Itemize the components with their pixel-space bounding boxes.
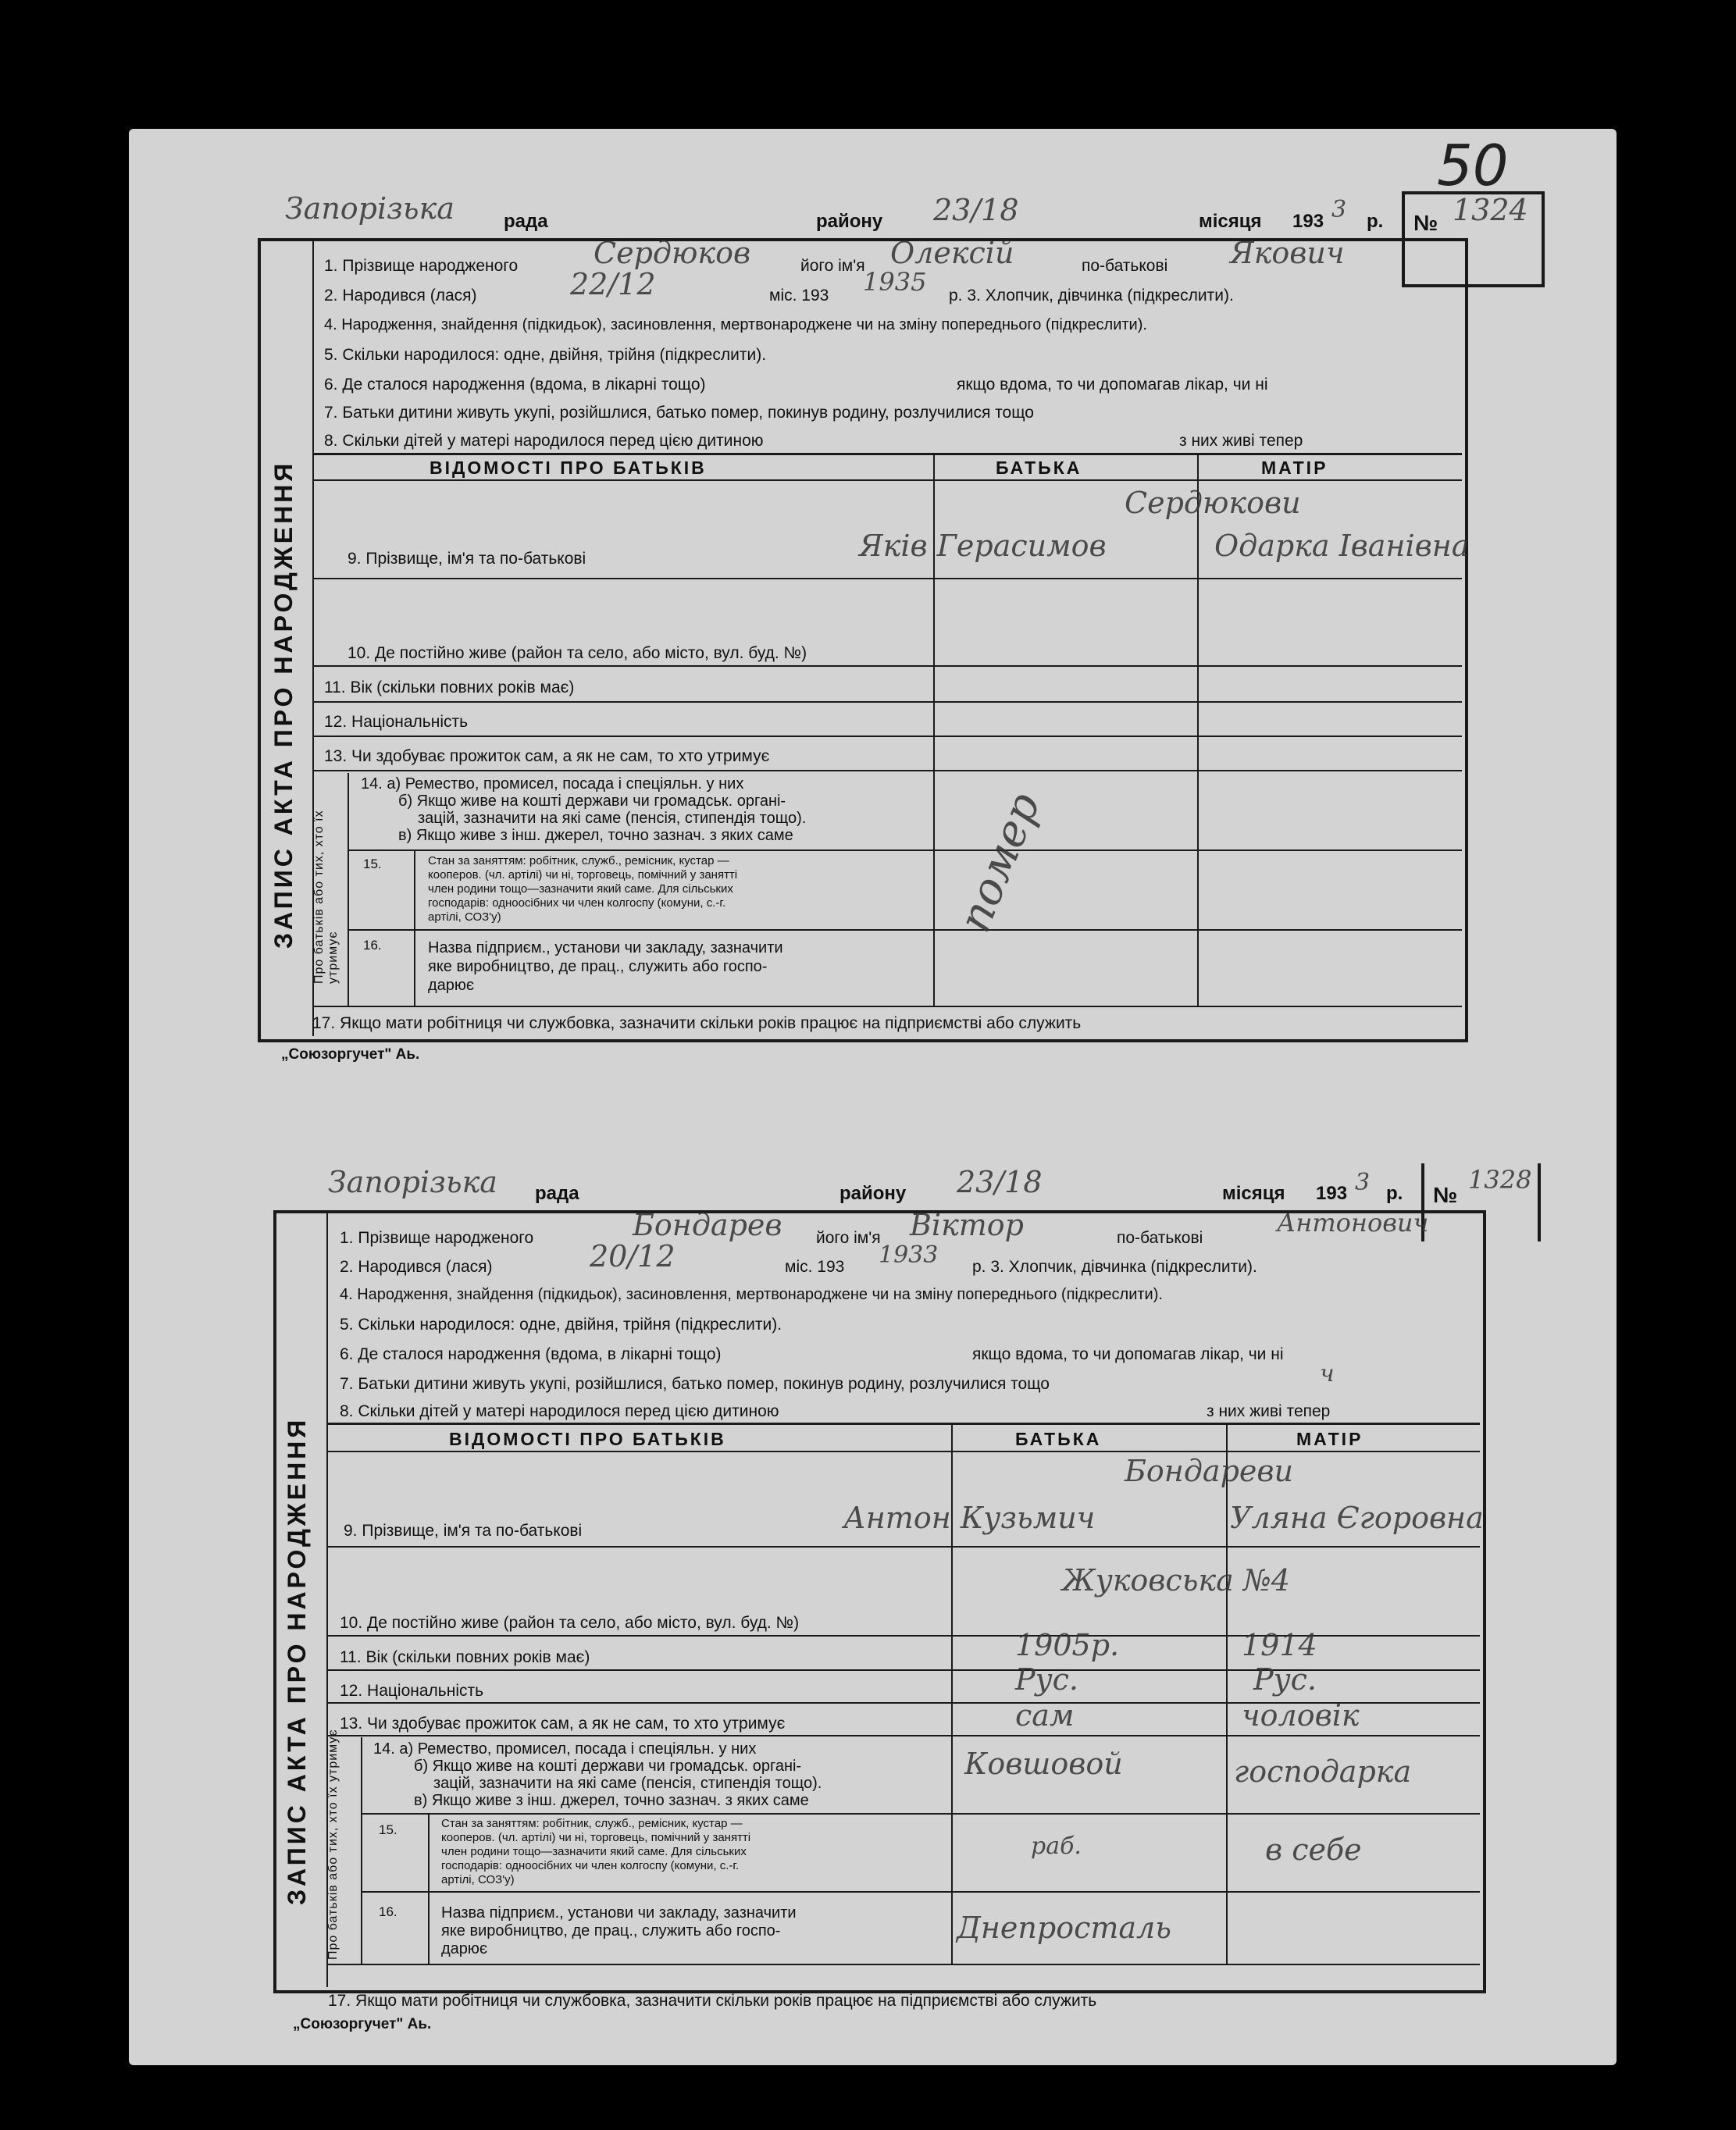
line-6-label: 6. Де сталося народження (вдома, в лікарні тощо) [340,1345,722,1363]
birth-date-hw: 22/12 [570,267,656,301]
line-1-name-label: його ім'я [816,1229,881,1247]
row-15-rule [361,1891,1480,1893]
row-12-label: 12. Національність [340,1682,484,1700]
row-13-rule [326,1735,1480,1736]
row-10-label: 10. Де постійно живе (район та село, або місто, вул. буд. №) [340,1614,800,1632]
row-11-rule [312,701,1462,703]
mother-nationality-hw: Рус. [1253,1662,1317,1697]
table-head-info: ВІДОМОСТІ ПРО БАТЬКІВ [430,458,707,478]
row-12-label: 12. Національність [324,713,469,731]
row-15-line-2: кооперов. (чл. артілі) чи ні, торговець, помічний у занятті [441,1831,751,1844]
row-16-line-2: яке виробництво, де прац., служить або госпо- [428,958,768,975]
year-handwritten: 3 [1331,196,1347,223]
row-14-line-a: 14. а) Ремество, промисел, посада і спеціяльн. у них [373,1740,757,1758]
table-top-rule [326,1423,1480,1425]
row-15-line-1: Стан за заняттям: робітник, служб., ремісник, кустар — [428,854,729,867]
year-suffix: р. [1386,1183,1403,1204]
row-15-line-4: господарів: одноосібних чи член колгоспу (комуни, с.-г. [441,1859,740,1872]
line-2-month-label: міс. 193 [769,287,829,305]
birth-year-hw: 1933 [879,1241,939,1269]
father-nationality-hw: Рус. [1015,1662,1078,1697]
row-14-line-b: б) Якщо живе на коштi держави чи громадськ. органі- [414,1758,802,1775]
row-14-rule [361,1813,1480,1815]
row-10-rule [312,665,1462,667]
diagonal-annotation-hw: помер [949,785,1051,939]
printer-footer: „Союзоргучет" Аь. [281,1046,420,1063]
mother-age-hw: 1914 [1242,1628,1317,1662]
council-handwritten: Запорізька [285,191,454,226]
parents-surname-hw: Сердюкови [1125,486,1301,520]
side-title: ЗАПИС АКТА ПРО НАРОДЖЕННЯ [283,1416,311,1905]
mother-status-hw: в себе [1265,1833,1362,1867]
address-hw: Жуковська №4 [1062,1563,1290,1598]
row-9-label: 9. Прізвище, ім'я та по-батькові [344,1522,583,1540]
child-name-hw: Олексій [890,236,1014,270]
line-4-label: 4. Народження, знайдення (підкидьок), засиновлення, мертвонароджене чи на зміну попереднього (підкреслити). [340,1286,1163,1303]
father-status-hw: раб. [1031,1833,1082,1860]
row-15-line-1: Стан за заняттям: робітник, служб., ремісник, кустар — [441,1817,743,1830]
row-14-line-d: в) Якщо живе з інш. джерел, точно зазнач. з яких саме [398,827,793,844]
table-head-rule [312,479,1462,481]
row-15-16-num-rule [428,1813,430,1964]
line-2-month-label: міс. 193 [785,1258,845,1276]
day-handwritten: 23/18 [957,1165,1043,1199]
side-title: ЗАПИС АКТА ПРО НАРОДЖЕННЯ [269,460,298,949]
child-surname-hw: Сердюков [594,236,751,270]
row-15-line-3: член родини тощо—зазначити який саме. Для сільських [428,882,733,896]
line-6-label: 6. Де сталося народження (вдома, в лікарні тощо) [324,376,706,394]
row-17-label: 17. Якщо мати робітниця чи службовка, зазначити скільки років працює на підприємстві або служить [328,1992,1097,2010]
line-1-patronymic-label: по-батькові [1117,1229,1203,1247]
row-14-rule [348,850,1462,851]
row-16-line-2: яке виробництво, де прац., служить або госпо- [441,1922,781,1939]
mother-name-hw: Уляна Єгоровна [1230,1501,1484,1535]
number-handwritten: 1324 [1453,193,1528,227]
line-7-label: 7. Батьки дитини живуть укупі, розійшлися, батько помер, покинув родину, розлучилися тощо [324,404,1034,422]
row-9-rule [326,1546,1480,1548]
year-label: 193 [1292,211,1324,232]
row-16-number: 16. [379,1904,397,1919]
district-label: району [839,1183,907,1204]
row-15-line-4: господарів: одноосібних чи член колгоспу (комуни, с.-г. [428,896,726,910]
row-14-line-c: зацій, зазначити на які саме (пенсія, стипендія тощо). [433,1775,822,1792]
father-name-hw: Яків Герасимов [859,529,1107,563]
year-suffix: р. [1367,211,1384,232]
father-support-hw: сам [1015,1698,1075,1733]
row-15-line-5: артілі, СОЗ'у) [441,1873,515,1886]
row-16-line-3: дарює [441,1940,488,1957]
col-mother-rule [1226,1423,1228,1964]
child-patronymic-hw: Антонович [1277,1208,1429,1238]
row-16-line-1: Назва підприєм., установи чи закладу, зазначити [428,939,783,956]
row-9-rule [312,578,1462,579]
council-label: рада [504,211,548,232]
table-top-rule [312,453,1462,455]
row-14-line-d: в) Якщо живе з інш. джерел, точно зазнач. з яких саме [414,1792,809,1809]
father-name-hw: Антон Кузьмич [843,1501,1096,1535]
line-1-name-label: його ім'я [800,257,865,275]
row-14-line-c: зацій, зазначити на які саме (пенсія, стипендія тощо). [418,810,807,827]
row-11-label: 11. Вік (скільки повних років має) [324,679,575,696]
number-handwritten: 1328 [1468,1165,1532,1195]
child-name-hw: Віктор [910,1208,1025,1242]
line-7-label: 7. Батьки дитини живуть укупі, розійшлися, батько помер, покинув родину, розлучилися тощо [340,1375,1050,1393]
printer-footer: „Союзоргучет" Аь. [293,2016,432,2032]
side-subtitle: Про батьків або тих, хто їх утримує [312,810,340,984]
line-2-label: 2. Народився (лася) [340,1258,493,1276]
sub-rule [348,773,349,1007]
council-handwritten: Запорізька [328,1165,497,1199]
line-8-alive-label: з них живі тепер [1179,432,1303,450]
line-7-mark-hw: ч [1320,1360,1335,1387]
line-1-label: 1. Прізвище народженого [340,1229,534,1247]
father-job-hw: Ковшовой [964,1747,1123,1781]
number-label: № [1413,211,1438,235]
month-label: місяця [1222,1183,1285,1204]
row-15-rule [348,929,1462,931]
row-14-line-b: б) Якщо живе на коштi держави чи громадськ. органі- [398,793,786,810]
row-15-number: 15. [379,1822,397,1837]
row-13-label: 13. Чи здобуває прожиток сам, а як не сам, то хто утримує [324,747,770,765]
father-workplace-hw: Днепросталь [957,1911,1171,1945]
line-1-label: 1. Прізвище народженого [324,257,519,275]
col-mother-rule [1197,453,1199,1006]
side-subtitle: Про батьків або тих, хто їх утримує [326,1729,340,1960]
table-head-rule [326,1451,1480,1452]
father-age-hw: 1905р. [1015,1628,1120,1662]
day-handwritten: 23/18 [933,193,1019,227]
line-8-label: 8. Скільки дітей у матері народилося перед цією дитиною [324,432,764,450]
row-15-16-num-rule [414,850,415,1006]
council-label: рада [535,1183,579,1204]
row-11-label: 11. Вік (скільки повних років має) [340,1648,590,1666]
line-5-label: 5. Скільки народилося: одне, двійня, трійня (підкреслити). [340,1316,782,1334]
row-14-line-a: 14. а) Ремество, промисел, посада і спеціяльн. у них [361,775,744,793]
line-5-label: 5. Скільки народилося: одне, двійня, трійня (підкреслити). [324,346,767,364]
row-16-line-3: дарює [428,977,475,994]
row-16-number: 16. [363,938,382,953]
line-8-label: 8. Скільки дітей у матері народилося перед цією дитиною [340,1402,779,1420]
table-head-info: ВІДОМОСТІ ПРО БАТЬКІВ [449,1429,726,1449]
line-2-label: 2. Народився (лася) [324,287,477,305]
row-13-rule [312,770,1462,771]
child-surname-hw: Бондарев [633,1208,782,1242]
line-6-doctor-label: якщо вдома, то чи допомагав лікар, чи ні [972,1345,1284,1363]
month-label: місяця [1199,211,1262,232]
table-head-father: БАТЬКА [1015,1429,1102,1449]
line-1-patronymic-label: по-батькові [1082,257,1168,275]
district-label: району [816,211,883,232]
number-label: № [1433,1183,1458,1207]
row-13-label: 13. Чи здобуває прожиток сам, а як не сам, то хто утримує [340,1715,786,1733]
sub-rule [361,1737,362,1964]
line-4-label: 4. Народження, знайдення (підкидьок), засиновлення, мертвонароджене чи на зміну попереднього (підкреслити). [324,316,1147,333]
table-head-mother: МАТІР [1261,458,1328,478]
year-label: 193 [1316,1183,1348,1204]
birth-year-hw: 1935 [863,267,927,297]
line-6-doctor-label: якщо вдома, то чи допомагав лікар, чи ні [957,376,1268,394]
table-head-father: БАТЬКА [996,458,1082,478]
year-handwritten: 3 [1355,1169,1371,1196]
row-15-line-5: артілі, СОЗ'у) [428,910,501,924]
parents-surname-hw: Бондареви [1125,1454,1293,1488]
line-8-alive-label: з них живі тепер [1207,1402,1331,1420]
archive-page-number: 50 [1437,133,1509,198]
mother-name-hw: Одарка Іванівна [1214,529,1470,563]
row-16-rule [326,1964,1480,1965]
row-17-label: 17. Якщо мати робітниця чи службовка, зазначити скільки років працює на підприємстві або служить [312,1014,1082,1032]
line-2-gender-label: р. 3. Хлопчик, дівчинка (підкреслити). [949,287,1234,305]
row-16-rule [312,1006,1462,1007]
row-15-line-3: член родини тощо—зазначити який саме. Для сільських [441,1845,747,1858]
row-15-number: 15. [363,857,382,871]
row-9-label: 9. Прізвище, ім'я та по-батькові [348,550,586,568]
birth-date-hw: 20/12 [590,1239,676,1273]
line-2-gender-label: р. 3. Хлопчик, дівчинка (підкреслити). [972,1258,1257,1276]
row-12-rule [312,736,1462,737]
table-head-mother: МАТІР [1296,1429,1363,1449]
row-15-line-2: кооперов. (чл. артілі) чи ні, торговець, помічний у занятті [428,868,738,882]
mother-job-hw: господарка [1234,1754,1412,1789]
row-16-line-1: Назва підприєм., установи чи закладу, зазначити [441,1904,797,1922]
mother-support-hw: чоловік [1242,1698,1360,1733]
child-patronymic-hw: Якович [1230,236,1345,270]
row-10-label: 10. Де постійно живе (район та село, або місто, вул. буд. №) [348,644,807,662]
